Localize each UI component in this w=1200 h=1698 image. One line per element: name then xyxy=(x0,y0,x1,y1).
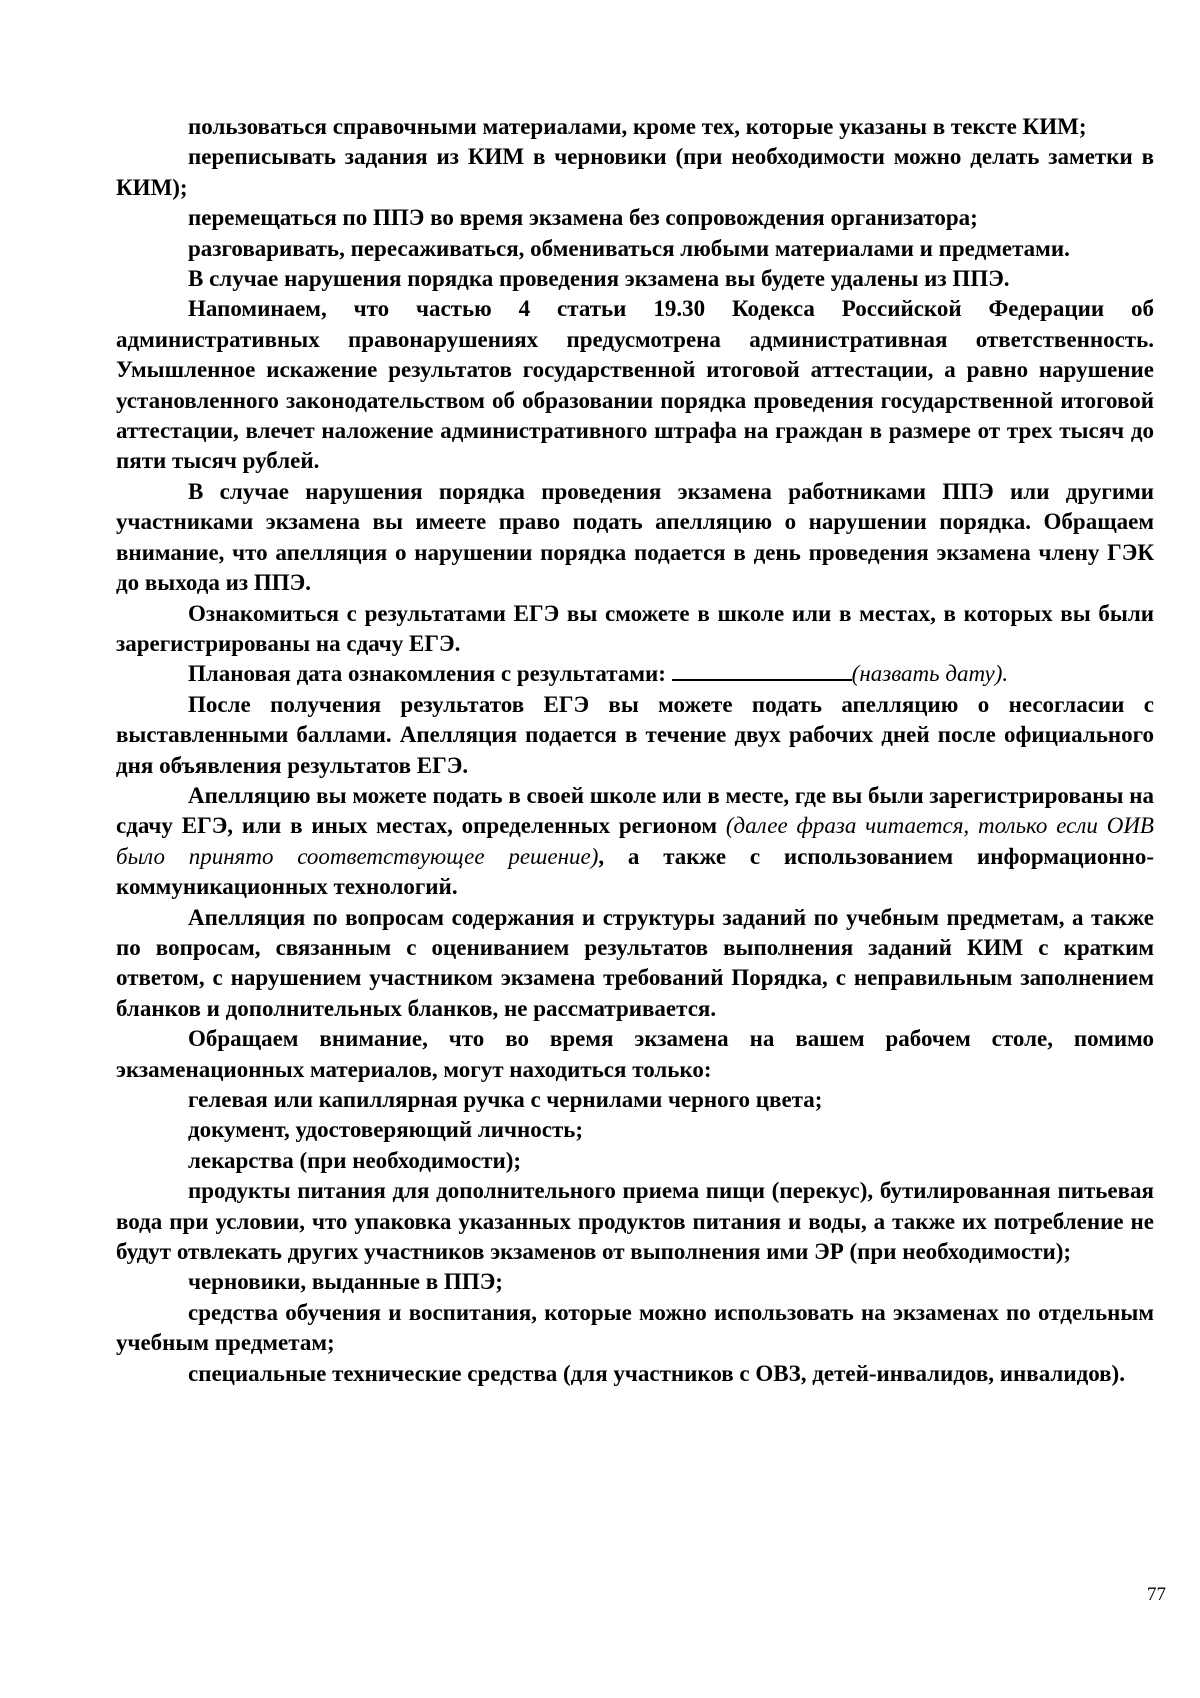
list-item: документ, удостоверяющий личность; xyxy=(188,1117,584,1143)
paragraph: Ознакомиться с результатами ЕГЭ вы сможете в школе или в местах, в которых вы были зарегистрированы на сдачу ЕГЭ. xyxy=(116,600,1154,656)
appeal-place-text-end: , а также с использованием информационно-коммуникационных технологий. xyxy=(116,843,1154,900)
list-item: продукты питания для дополнительного приема пищи (перекус), бутилированная питьевая вода при условии, что упаковка указанных продуктов питания и воды, а также их потребление не будут отвлекать других участников экзаменов от выполнения ими ЭР (при необходимости); xyxy=(116,1178,1154,1265)
paragraph: пользоваться справочными материалами, кроме тех, которые указаны в тексте КИМ; xyxy=(188,114,1087,139)
document-body xyxy=(116,112,1154,1389)
list-item: гелевая или капиллярная ручка с чернилами черного цвета; xyxy=(188,1087,823,1112)
paragraph: переписывать задания из КИМ в черновики (при необходимости можно делать заметки в КИМ); xyxy=(116,144,1154,200)
page-number: 77 xyxy=(1147,1584,1166,1605)
paragraph: После получения результатов ЕГЭ вы можете подать апелляцию о несогласии с выставленными баллами. Апелляция подается в течение двух рабочих дней после официального дня объявления результатов ЕГЭ. xyxy=(116,691,1154,778)
appeal-place-text: Апелляцию вы можете подать в своей школе или в месте, где вы были зарегистрированы на сдачу ЕГЭ, или в иных местах, определенных регионом xyxy=(116,782,1154,839)
paragraph: перемещаться по ППЭ во время экзамена без сопровождения организатора; xyxy=(188,205,978,231)
list-item: лекарства (при необходимости); xyxy=(188,1147,522,1173)
planned-date-paragraph xyxy=(116,659,1154,689)
paragraph: Апелляция по вопросам содержания и структуры заданий по учебным предметам, а также по вопросам, связанным с оцениванием результатов выполнения заданий КИМ с кратким ответом, с нарушением участником экзамена требований Порядка, с неправильным заполнением бланков и дополнительных бланков, не рассматривается. xyxy=(116,904,1154,1021)
planned-date-label: Плановая дата ознакомления с результатами: xyxy=(188,661,666,687)
appeal-place-paragraph xyxy=(116,781,1154,903)
paragraph: В случае нарушения порядка проведения экзамена работниками ППЭ или другими участниками экзамена вы имеете право подать апелляцию о нарушении порядка. Обращаем внимание, что апелляция о нарушении порядка подается в день проведения экзамена члену ГЭК до выхода из ППЭ. xyxy=(116,478,1154,596)
paragraph: В случае нарушения порядка проведения экзамена вы будете удалены из ППЭ. xyxy=(188,266,1010,292)
list-item: специальные технические средства (для участников с ОВЗ, детей-инвалидов, инвалидов). xyxy=(188,1360,1125,1386)
list-item: черновики, выданные в ППЭ; xyxy=(188,1269,503,1295)
appeal-place-note: (далее фраза читается, только если ОИВ было принято соответствующее решение) xyxy=(116,813,1154,869)
paragraph: разговаривать, пересаживаться, обмениваться любыми материалами и предметами. xyxy=(188,235,1070,261)
list-item: средства обучения и воспитания, которые можно использовать на экзаменах по отдельным учебным предметам; xyxy=(116,1299,1154,1356)
date-blank-line xyxy=(672,661,852,681)
paragraph: Обращаем внимание, что во время экзамена на вашем рабочем столе, помимо экзаменационных материалов, могут находиться только: xyxy=(116,1026,1154,1082)
paragraph: Напоминаем, что частью 4 статьи 19.30 Кодекса Российской Федерации об административных правонарушениях предусмотрена административная ответственность. Умышленное искажение результатов государственной итоговой аттестации, а равно нарушение установленного законодательством об образовании порядка проведения государственной итоговой аттестации, влечет наложение административного штрафа на граждан в размере от трех тысяч до пяти тысяч рублей. xyxy=(116,296,1154,474)
planned-date-note: (назвать дату). xyxy=(851,661,1009,687)
